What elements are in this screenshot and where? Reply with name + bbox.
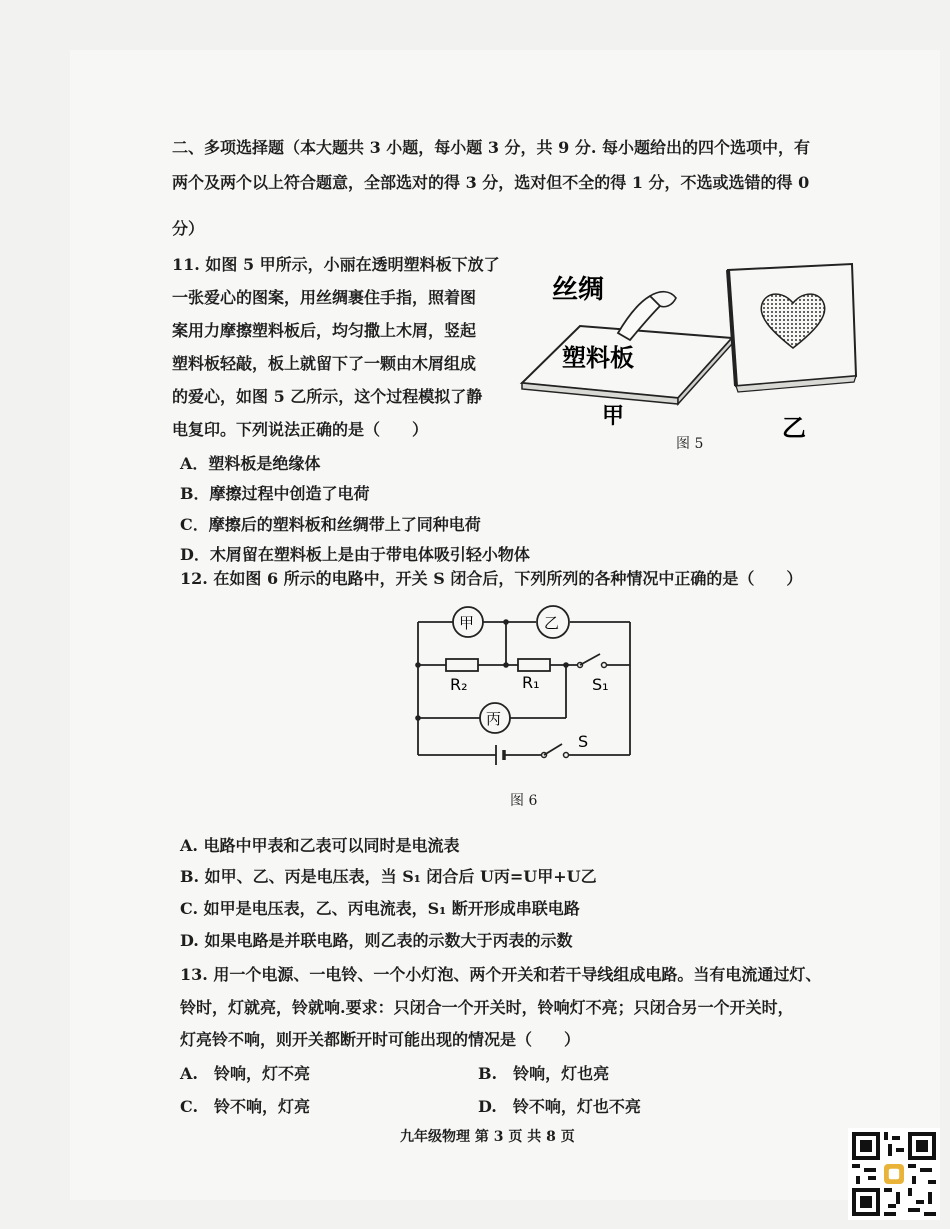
q12-stem: 12. 在如图 6 所示的电路中，开关 S 闭合后，下列所列的各种情况中正确的是（ ） bbox=[180, 569, 803, 588]
figure-6-circuit bbox=[408, 600, 648, 770]
q13-option-a: A. 铃响，灯不亮 bbox=[180, 1064, 310, 1083]
meter-yi-label: 乙 bbox=[544, 614, 560, 632]
label-r1: R₁ bbox=[522, 673, 540, 692]
q11-line-5: 的爱心，如图 5 乙所示，这个过程模拟了静 bbox=[172, 387, 483, 406]
q13-option-b: B. 铃响，灯也亮 bbox=[478, 1064, 610, 1083]
figure-5-caption: 图 5 bbox=[676, 436, 704, 452]
q12-option-d: D. 如果电路是并联电路，则乙表的示数大于丙表的示数 bbox=[180, 931, 573, 950]
meter-bing-label: 丙 bbox=[486, 710, 502, 728]
q11-line-6: 电复印。下列说法正确的是（ ） bbox=[172, 420, 429, 439]
switch-s1-blade bbox=[580, 654, 600, 665]
board-yi-left-edge bbox=[728, 270, 736, 386]
q11-option-d: D．木屑留在塑料板上是由于带电体吸引轻小物体 bbox=[180, 545, 530, 564]
q11-option-a: A．塑料板是绝缘体 bbox=[180, 454, 321, 473]
resistor-r2 bbox=[446, 659, 478, 671]
q11-line-4: 塑料板轻敲，板上就留下了一颗由木屑组成 bbox=[172, 354, 477, 373]
q13-option-d: D. 铃不响，灯也不亮 bbox=[478, 1097, 641, 1116]
q13-line-3: 灯亮铃不响，则开关都断开时可能出现的情况是（ ） bbox=[180, 1030, 581, 1049]
q13-line-2: 铃时，灯就亮，铃就响.要求：只闭合一个开关时，铃响灯不亮；只闭合另一个开关时， bbox=[180, 998, 794, 1017]
q13-line-1: 13. 用一个电源、一电铃、一个小灯泡、两个开关和若干导线组成电路。当有电流通过灯、 bbox=[180, 965, 822, 984]
board-yi-edge bbox=[736, 376, 856, 392]
section-heading-line1: 二、多项选择题（本大题共 3 小题，每小题 3 分，共 9 分. 每小题给出的四个选项中，有 bbox=[172, 138, 810, 157]
label-s: S bbox=[578, 732, 589, 751]
q11-option-c: C．摩擦后的塑料板和丝绸带上了同种电荷 bbox=[180, 515, 481, 534]
section-heading-line3: 分） bbox=[172, 219, 205, 238]
page-footer: 九年级物理 第 3 页 共 8 页 bbox=[400, 1129, 575, 1145]
resistor-r1 bbox=[518, 659, 550, 671]
section-heading-line2: 两个及两个以上符合题意，全部选对的得 3 分，选对但不全的得 1 分，不选或选错的得 0 bbox=[172, 173, 810, 192]
plastic-board-edge bbox=[522, 383, 678, 404]
qr-code-icon bbox=[848, 1128, 940, 1220]
meter-jia-label: 甲 bbox=[459, 614, 475, 632]
q12-option-a: A. 电路中甲表和乙表可以同时是电流表 bbox=[180, 836, 460, 855]
switch-s-blade bbox=[544, 744, 562, 755]
switch-s1-contact-right bbox=[602, 663, 607, 668]
q12-option-c: C. 如甲是电压表，乙、丙电流表，S₁ 断开形成串联电路 bbox=[180, 899, 580, 918]
q13-option-c: C. 铃不响，灯亮 bbox=[180, 1097, 311, 1116]
label-s1: S₁ bbox=[592, 675, 609, 694]
q11-option-b: B．摩擦过程中创造了电荷 bbox=[180, 484, 370, 503]
label-yi: 乙 bbox=[782, 414, 806, 442]
switch-s-contact-right bbox=[564, 753, 569, 758]
q12-option-b: B. 如甲、乙、丙是电压表，当 S₁ 闭合后 U丙=U甲+U乙 bbox=[180, 867, 597, 886]
plastic-board-side bbox=[678, 338, 732, 404]
q11-line-3: 案用力摩擦塑料板后，均匀撒上木屑，竖起 bbox=[172, 321, 477, 340]
label-plastic-board: 塑料板 bbox=[562, 344, 634, 372]
q11-line-1: 11. 如图 5 甲所示，小丽在透明塑料板下放了 bbox=[172, 255, 500, 274]
silk-finger-shape bbox=[618, 296, 660, 340]
label-r2: R₂ bbox=[450, 675, 468, 694]
heart-sawdust bbox=[761, 294, 825, 348]
label-silk: 丝绸 bbox=[552, 275, 605, 305]
label-jia: 甲 bbox=[602, 404, 625, 429]
q11-line-2: 一张爱心的图案，用丝绸裹住手指，照着图 bbox=[172, 288, 477, 307]
figure-6-caption: 图 6 bbox=[510, 793, 538, 809]
figure-5 bbox=[510, 258, 870, 458]
